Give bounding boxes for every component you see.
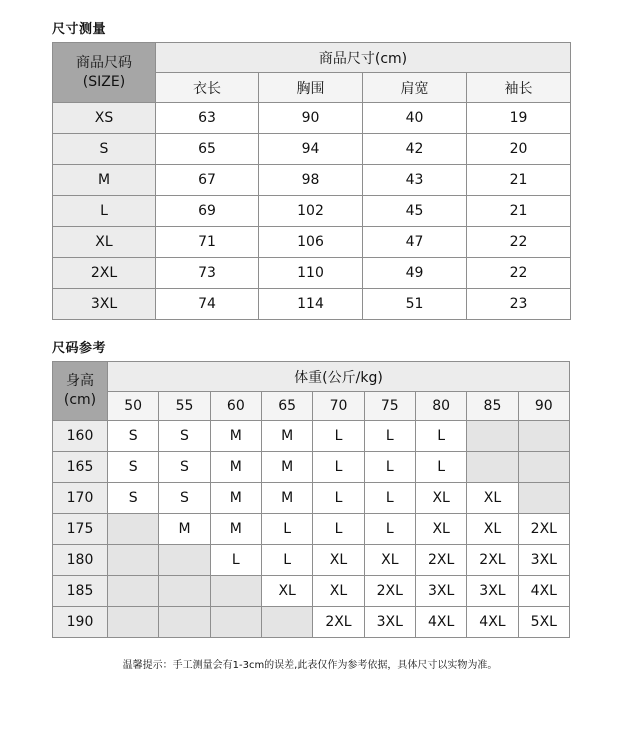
- size-value-cell: 67: [156, 165, 259, 196]
- reference-corner-line2: (cm): [63, 392, 97, 408]
- recommended-size-cell: [518, 421, 569, 452]
- reference-table-row: [53, 545, 570, 576]
- recommended-size-cell: [159, 607, 210, 638]
- weight-column-header: 75: [364, 392, 415, 421]
- recommended-size-cell: [108, 514, 159, 545]
- size-label-cell: S: [53, 134, 156, 165]
- size-column-header: 袖长: [467, 73, 571, 103]
- recommended-size-cell: L: [313, 483, 364, 514]
- recommended-size-cell: 3XL: [364, 607, 415, 638]
- weight-column-header: 60: [210, 392, 261, 421]
- size-value-cell: 20: [467, 134, 571, 165]
- recommended-size-cell: 4XL: [518, 576, 569, 607]
- size-value-cell: 51: [363, 289, 467, 320]
- size-label-cell: XL: [53, 227, 156, 258]
- weight-column-header: 85: [467, 392, 518, 421]
- size-label-cell: 3XL: [53, 289, 156, 320]
- recommended-size-cell: 4XL: [467, 607, 518, 638]
- recommended-size-cell: L: [261, 545, 312, 576]
- size-table-row: [53, 134, 571, 165]
- recommended-size-cell: S: [159, 452, 210, 483]
- recommended-size-cell: XL: [467, 483, 518, 514]
- recommended-size-cell: 2XL: [364, 576, 415, 607]
- size-table-row: [53, 103, 571, 134]
- size-table-row: [53, 165, 571, 196]
- recommended-size-cell: XL: [415, 483, 466, 514]
- weight-column-header: 90: [518, 392, 569, 421]
- recommended-size-cell: L: [313, 452, 364, 483]
- recommended-size-cell: L: [261, 514, 312, 545]
- recommended-size-cell: S: [159, 483, 210, 514]
- weight-column-header: 70: [313, 392, 364, 421]
- recommended-size-cell: L: [313, 421, 364, 452]
- size-label-cell: XS: [53, 103, 156, 134]
- recommended-size-cell: [210, 576, 261, 607]
- recommended-size-cell: 3XL: [467, 576, 518, 607]
- size-value-cell: 102: [259, 196, 363, 227]
- recommended-size-cell: L: [364, 483, 415, 514]
- weight-group-header: 体重(公斤/kg): [108, 362, 570, 392]
- recommended-size-cell: [210, 607, 261, 638]
- size-value-cell: 73: [156, 258, 259, 289]
- recommended-size-cell: S: [108, 421, 159, 452]
- weight-column-header: 55: [159, 392, 210, 421]
- recommended-size-cell: XL: [261, 576, 312, 607]
- size-group-header: 商品尺寸(cm): [156, 43, 571, 73]
- size-value-cell: 21: [467, 165, 571, 196]
- recommended-size-cell: M: [261, 452, 312, 483]
- height-label-cell: 165: [53, 452, 108, 483]
- size-value-cell: 71: [156, 227, 259, 258]
- reference-corner-line1: 身高: [66, 373, 94, 389]
- recommended-size-cell: 4XL: [415, 607, 466, 638]
- reference-table-row: [53, 607, 570, 638]
- size-value-cell: 43: [363, 165, 467, 196]
- reference-table-row: [53, 452, 570, 483]
- size-value-cell: 19: [467, 103, 571, 134]
- height-label-cell: 175: [53, 514, 108, 545]
- recommended-size-cell: [159, 545, 210, 576]
- size-value-cell: 49: [363, 258, 467, 289]
- recommended-size-cell: 5XL: [518, 607, 569, 638]
- size-corner-header: [53, 43, 156, 103]
- recommended-size-cell: 3XL: [415, 576, 466, 607]
- weight-column-header: 80: [415, 392, 466, 421]
- recommended-size-cell: M: [210, 421, 261, 452]
- recommended-size-cell: L: [364, 421, 415, 452]
- recommended-size-cell: 2XL: [313, 607, 364, 638]
- size-value-cell: 47: [363, 227, 467, 258]
- reference-section-title: 尺码参考: [52, 341, 107, 356]
- recommended-size-cell: XL: [364, 545, 415, 576]
- size-corner-line2: (SIZE): [82, 73, 126, 90]
- reference-table-row: [53, 483, 570, 514]
- height-label-cell: 180: [53, 545, 108, 576]
- size-label-cell: L: [53, 196, 156, 227]
- size-value-cell: 69: [156, 196, 259, 227]
- reference-table-row: [53, 421, 570, 452]
- height-label-cell: 190: [53, 607, 108, 638]
- size-value-cell: 90: [259, 103, 363, 134]
- size-value-cell: 74: [156, 289, 259, 320]
- recommended-size-cell: [159, 576, 210, 607]
- size-table-row: [53, 227, 571, 258]
- size-corner-line1: 商品尺码: [76, 54, 132, 71]
- recommended-size-cell: XL: [415, 514, 466, 545]
- recommended-size-cell: [108, 607, 159, 638]
- recommended-size-cell: L: [415, 421, 466, 452]
- size-table-row: [53, 196, 571, 227]
- size-value-cell: 45: [363, 196, 467, 227]
- recommended-size-cell: [108, 545, 159, 576]
- size-column-header: 肩宽: [363, 73, 467, 103]
- size-value-cell: 63: [156, 103, 259, 134]
- recommended-size-cell: S: [159, 421, 210, 452]
- recommended-size-cell: S: [108, 483, 159, 514]
- recommended-size-cell: M: [210, 452, 261, 483]
- recommended-size-cell: 3XL: [518, 545, 569, 576]
- recommended-size-cell: 2XL: [518, 514, 569, 545]
- reference-corner-header: [53, 362, 108, 421]
- size-label-cell: M: [53, 165, 156, 196]
- recommended-size-cell: S: [108, 452, 159, 483]
- recommended-size-cell: XL: [313, 576, 364, 607]
- disclaimer-note: 温馨提示：手工测量会有1-3cm的误差,此表仅作为参考依据，具体尺寸以实物为准。: [122, 660, 498, 671]
- recommended-size-cell: L: [313, 514, 364, 545]
- recommended-size-cell: L: [210, 545, 261, 576]
- size-column-header: 胸围: [259, 73, 363, 103]
- height-label-cell: 170: [53, 483, 108, 514]
- recommended-size-cell: XL: [313, 545, 364, 576]
- recommended-size-cell: L: [364, 452, 415, 483]
- size-value-cell: 22: [467, 258, 571, 289]
- size-column-header: 衣长: [156, 73, 259, 103]
- size-value-cell: 22: [467, 227, 571, 258]
- size-value-cell: 106: [259, 227, 363, 258]
- size-table-row: [53, 289, 571, 320]
- recommended-size-cell: [467, 452, 518, 483]
- weight-column-header: 65: [261, 392, 312, 421]
- size-value-cell: 40: [363, 103, 467, 134]
- size-value-cell: 114: [259, 289, 363, 320]
- recommended-size-cell: XL: [467, 514, 518, 545]
- recommended-size-cell: 2XL: [415, 545, 466, 576]
- height-label-cell: 185: [53, 576, 108, 607]
- reference-table-row: [53, 576, 570, 607]
- size-value-cell: 98: [259, 165, 363, 196]
- recommended-size-cell: M: [159, 514, 210, 545]
- recommended-size-cell: M: [261, 421, 312, 452]
- recommended-size-cell: M: [210, 483, 261, 514]
- size-value-cell: 65: [156, 134, 259, 165]
- size-value-cell: 23: [467, 289, 571, 320]
- recommended-size-cell: [108, 576, 159, 607]
- size-reference-table: [52, 361, 570, 638]
- size-measurement-table: [52, 42, 571, 320]
- recommended-size-cell: M: [210, 514, 261, 545]
- weight-column-header: 50: [108, 392, 159, 421]
- height-label-cell: 160: [53, 421, 108, 452]
- recommended-size-cell: L: [415, 452, 466, 483]
- recommended-size-cell: L: [364, 514, 415, 545]
- reference-table-row: [53, 514, 570, 545]
- recommended-size-cell: [467, 421, 518, 452]
- recommended-size-cell: M: [261, 483, 312, 514]
- size-value-cell: 21: [467, 196, 571, 227]
- size-section-title: 尺寸测量: [52, 22, 107, 37]
- recommended-size-cell: [518, 483, 569, 514]
- size-value-cell: 42: [363, 134, 467, 165]
- recommended-size-cell: [261, 607, 312, 638]
- recommended-size-cell: 2XL: [467, 545, 518, 576]
- size-value-cell: 94: [259, 134, 363, 165]
- size-table-row: [53, 258, 571, 289]
- size-label-cell: 2XL: [53, 258, 156, 289]
- size-value-cell: 110: [259, 258, 363, 289]
- recommended-size-cell: [518, 452, 569, 483]
